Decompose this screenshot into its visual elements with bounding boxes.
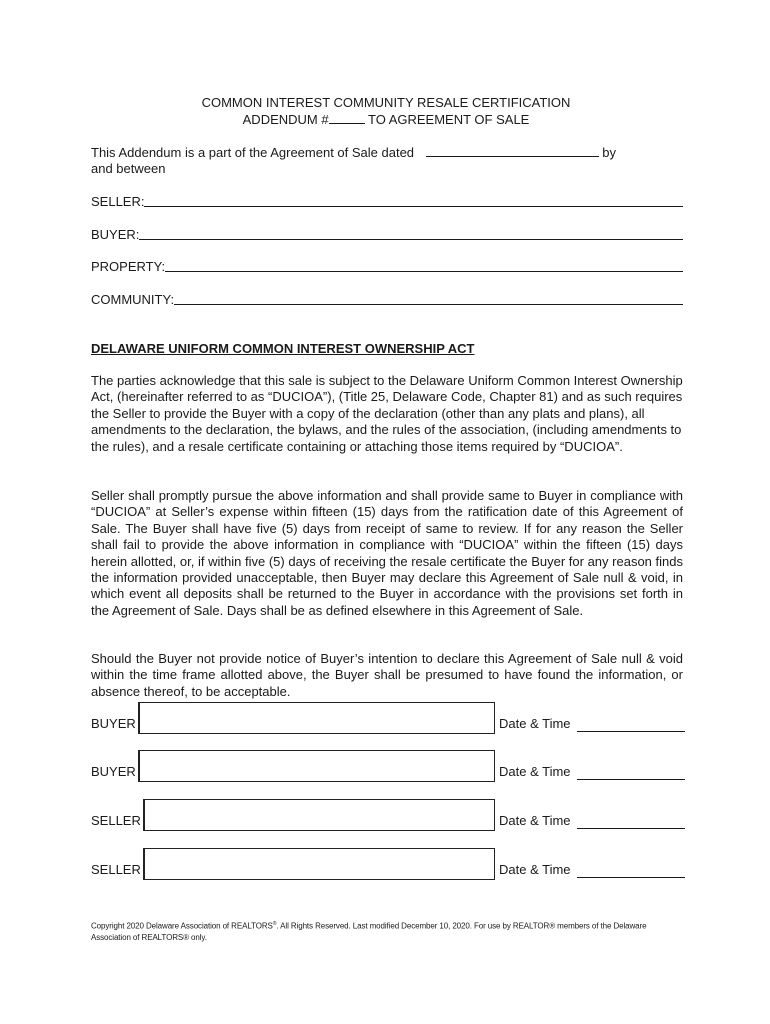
seller-field[interactable] <box>144 194 683 207</box>
intro-by: by <box>602 145 617 160</box>
footer-text: Copyright 2020 Delaware Association of REALTORS <box>91 921 273 931</box>
registered-mark: ® <box>272 921 277 927</box>
date-time-field[interactable] <box>577 865 685 878</box>
community-line <box>91 292 683 308</box>
date-time-label: Date & Time <box>499 716 571 731</box>
intro-text: This Addendum is a part of the Agreement of Sale dated <box>91 145 415 160</box>
signature-row-buyer-1 <box>91 700 685 734</box>
seller-label: SELLER: <box>91 194 145 209</box>
buyer-signature-field[interactable] <box>138 750 495 782</box>
date-time-label: Date & Time <box>499 862 571 877</box>
paragraph-seller-obligation: Seller shall promptly pursue the above information and shall provide same to Buyer in compliance with “DUCIOA” at Seller’s expense within fifteen (15) days from the ratification date of this Agreement of Sale. The Buyer shall have five (5) days from receipt of same to review. If for any reason the Seller shall fail to provide the above information in compliance with “DUCIOA” within the fifteen (15) days herein allotted, or, if within five (5) days of receiving the resale certificate the Buyer for any reason finds the information provided unacceptable, then Buyer may declare this Agreement of Sale null & void, in which event all deposits shall be returned to the Buyer in accordance with the provisions set forth in the Agreement of Sale. Days shall be as defined elsewhere in this Agreement of Sale. <box>91 488 683 618</box>
intro-paragraph <box>91 144 683 177</box>
seller-signature-field[interactable] <box>143 799 495 831</box>
signature-row-seller-1 <box>91 797 685 831</box>
seller-signature-field[interactable] <box>143 848 495 880</box>
agreement-date-field[interactable] <box>426 144 599 157</box>
community-field[interactable] <box>174 292 683 305</box>
signature-label: SELLER <box>91 862 141 877</box>
property-label: PROPERTY: <box>91 259 166 274</box>
copyright-footer <box>91 919 685 943</box>
buyer-field[interactable] <box>139 227 683 240</box>
property-field[interactable] <box>165 259 683 272</box>
date-time-field[interactable] <box>577 816 685 829</box>
paragraph-acknowledgement: The parties acknowledge that this sale is subject to the Delaware Uniform Common Interest Ownership Act, (hereinafter referred to as “DUCIOA”), (Title 25, Delaware Code, Chapter 81) and as such requires the Seller to provide the Buyer with a copy of the declaration (other than any plats and plans), all amendments to the declaration, the bylaws, and the rules of the association, (including amendments to the rules), and a resale certificate containing or attaching those items required by “DUCIOA”. <box>91 373 683 454</box>
signature-row-seller-2 <box>91 846 685 880</box>
addendum-prefix: ADDENDUM # <box>242 112 329 127</box>
intro-text-line2: and between <box>91 161 166 176</box>
section-heading: DELAWARE UNIFORM COMMON INTEREST OWNERSHIP ACT <box>91 341 475 356</box>
buyer-line <box>91 227 683 243</box>
date-time-field[interactable] <box>577 767 685 780</box>
date-time-field[interactable] <box>577 719 685 732</box>
signature-label: BUYER <box>91 764 136 779</box>
date-time-label: Date & Time <box>499 813 571 828</box>
property-line <box>91 259 683 275</box>
signature-label: BUYER <box>91 716 136 731</box>
signature-row-buyer-2 <box>91 748 685 782</box>
buyer-label: BUYER: <box>91 227 140 242</box>
paragraph-buyer-notice: Should the Buyer not provide notice of Buyer’s intention to declare this Agreement of Sale null & void within the time frame allotted above, the Buyer shall be presumed to have found the information, or absence thereof, to be acceptable. <box>91 651 683 699</box>
addendum-number-field[interactable] <box>329 111 365 124</box>
seller-line <box>91 194 683 210</box>
signature-label: SELLER <box>91 813 141 828</box>
document-title: COMMON INTEREST COMMUNITY RESALE CERTIFICATION <box>201 95 571 110</box>
community-label: COMMUNITY: <box>91 292 175 307</box>
addendum-suffix: TO AGREEMENT OF SALE <box>368 112 530 127</box>
date-time-label: Date & Time <box>499 764 571 779</box>
footer-text-rest: . All Rights Reserved. Last modified December 10, 2020. For use by REALTOR® members of the Delaware Association of REALTORS® only. <box>91 921 647 942</box>
buyer-signature-field[interactable] <box>138 702 495 734</box>
addendum-title <box>90 111 682 128</box>
